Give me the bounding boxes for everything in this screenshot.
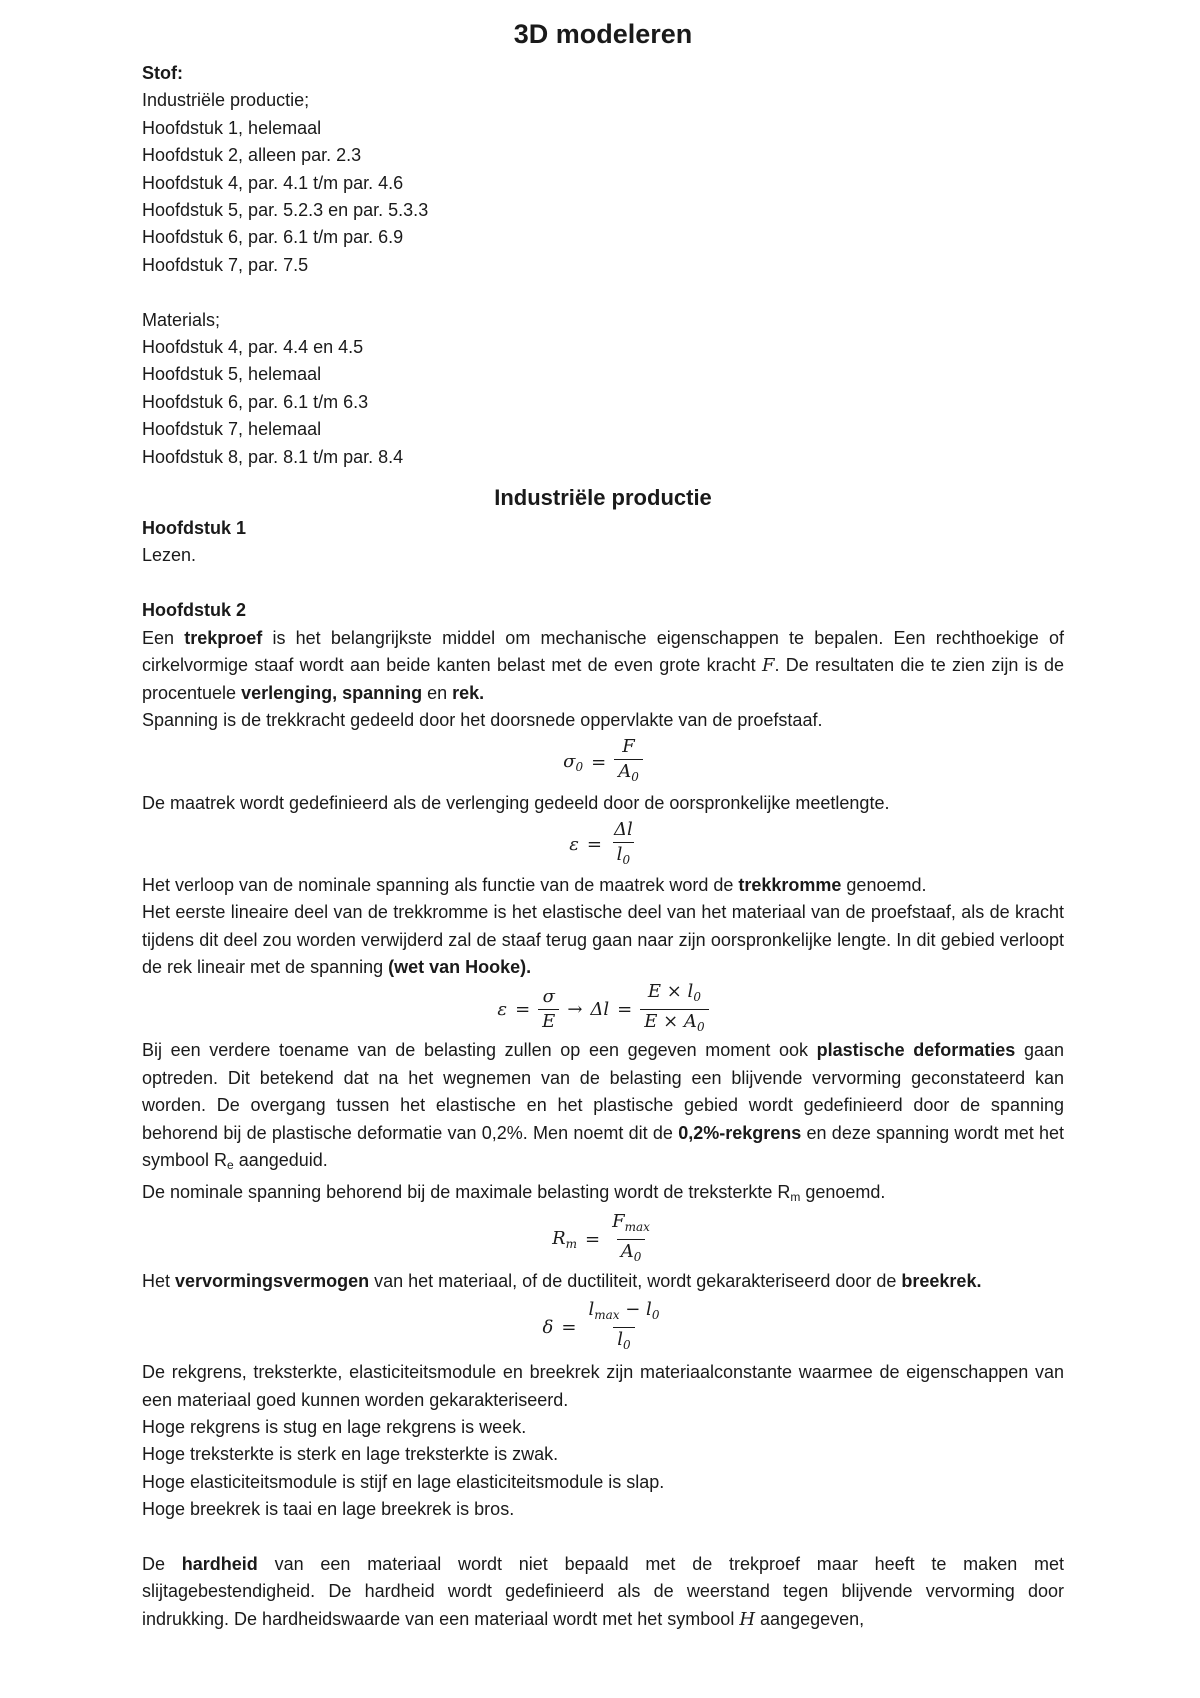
paragraph-materiaalconstanten: De rekgrens, treksterkte, elasticiteitsmodule en breekrek zijn materiaalconstante waarmee de eigenschappen van een materiaal goed kunnen worden gekarakteriseerd. <box>142 1362 1064 1410</box>
paragraph-trekkromme: Het verloop van de nominale spanning als functie van de maatrek word de trekkromme genoemd. <box>142 874 927 895</box>
stof-group1-list <box>142 115 1064 279</box>
paragraph-plastische-deformatie: Bij een verdere toename van de belasting zullen op een gegeven moment ook plastische deformaties gaan optreden. Dit betekend dat na het wegnemen van de belasting een blijvende vervorming geconstateerd kan worden. De overgang tussen het elastische en het plastische gebied wordt gedefinieerd door de spanning behorend bij de plastische deformatie van 0,2%. Men noemt dit de 0,2%-rekgrens en deze spanning wordt met het symbool Re aangeduid. <box>142 1040 1065 1172</box>
equation-treksterkte: $R_m$ = $\frac{F_{max}}{A_0}$ <box>142 1212 1064 1268</box>
list-item: Hoge treksterkte is sterk en lage treksterkte is zwak. <box>142 1444 559 1465</box>
section-title: Industriële productie <box>494 485 712 511</box>
list-item: Hoofdstuk 2, alleen par. 2.3 <box>142 145 362 166</box>
list-item: Hoge elasticiteitsmodule is stijf en lage elasticiteitsmodule is slap. <box>142 1471 665 1492</box>
chapter1-text: Lezen. <box>142 545 197 566</box>
list-item: Hoofdstuk 1, helemaal <box>142 117 322 138</box>
stof-group2-heading: Materials; <box>142 309 221 330</box>
list-item: Hoofdstuk 5, helemaal <box>142 364 322 385</box>
chapter2-heading: Hoofdstuk 2 <box>142 600 247 621</box>
paragraph-spanning: Spanning is de trekkracht gedeeld door het doorsnede oppervlakte van de proefstaaf. <box>142 709 823 730</box>
list-item: Hoofdstuk 4, par. 4.4 en 4.5 <box>142 337 364 358</box>
list-item: Hoge rekgrens is stug en lage rekgrens is week. <box>142 1417 527 1437</box>
equation-hooke: ε = $\frac{\sigma}{E}$ → Δl = $\frac{E \times l_0}{E \times A_0}$ <box>142 981 1064 1037</box>
chapter1-heading: Hoofdstuk 1 <box>142 518 247 539</box>
list-item: Hoofdstuk 7, helemaal <box>142 419 322 440</box>
document-page <box>142 14 1064 1633</box>
stof-label: Stof: <box>142 63 183 83</box>
list-item: Hoofdstuk 7, par. 7.5 <box>142 254 309 275</box>
term-trekproef: trekproef <box>184 627 263 648</box>
list-item: Hoofdstuk 6, par. 6.1 t/m par. 6.9 <box>142 227 404 248</box>
paragraph-hooke: Het eerste lineaire deel van de trekkromme is het elastische deel van het materiaal van de proefstaaf, als de kracht tijdens dit deel zou worden verwijderd zal de staaf terug gaan naar zijn oorspronkelijke lengte. In dit gebied verloopt de rek lineair met de spanning (wet van Hooke). <box>142 902 1064 977</box>
list-item: Hoge breekrek is taai en lage breekrek is bros. <box>142 1499 515 1520</box>
paragraph-treksterkte: De nominale spanning behorend bij de maximale belasting wordt de treksterkte Rm genoemd. <box>142 1182 886 1205</box>
equation-breekrek: δ = $\frac{l_{max} - l_0}{l_0}$ <box>142 1295 1064 1359</box>
list-item: Hoofdstuk 4, par. 4.1 t/m par. 4.6 <box>142 172 404 193</box>
list-item: Hoofdstuk 6, par. 6.1 t/m 6.3 <box>142 391 369 412</box>
stof-group1-heading: Industriële productie; <box>142 90 310 111</box>
equation-maatrek: ε = $\frac{\Delta l}{l_0}$ <box>142 818 1064 872</box>
equation-spanning: $\sigma_0$ = $\frac{F}{A_0}$ <box>142 734 1064 790</box>
paragraph-hardheid: De hardheid van een materiaal wordt niet bepaald met de trekproef maar heeft te maken met slijtagebestendigheid. De hardheid wordt gedefinieerd als de weerstand tegen blijvende vervorming door indrukking. De hardheidswaarde van een materiaal wordt met het symbool H aangegeven, <box>142 1554 1064 1630</box>
list-item: Hoofdstuk 5, par. 5.2.3 en par. 5.3.3 <box>142 200 429 221</box>
paragraph-trekproef: Een trekproef is het belangrijkste middel om mechanische eigenschappen te bepalen. Een rechthoekige of cirkelvormige staaf wordt aan beide kanten belast met de even grote kracht F. De resultaten die te zien zijn is de procentuele verlenging, spanning en rek. <box>142 627 1064 703</box>
paragraph-maatrek: De maatrek wordt gedefinieerd als de verlenging gedeeld door de oorspronkelijke meetlengte. <box>142 793 890 814</box>
stof-group2-list <box>142 334 1064 471</box>
paragraph-breekrek: Het vervormingsvermogen van het materiaal, of de ductiliteit, wordt gekarakteriseerd door de breekrek. <box>142 1270 982 1291</box>
document-title: 3D modeleren <box>513 19 693 49</box>
list-item: Hoofdstuk 8, par. 8.1 t/m par. 8.4 <box>142 446 404 467</box>
